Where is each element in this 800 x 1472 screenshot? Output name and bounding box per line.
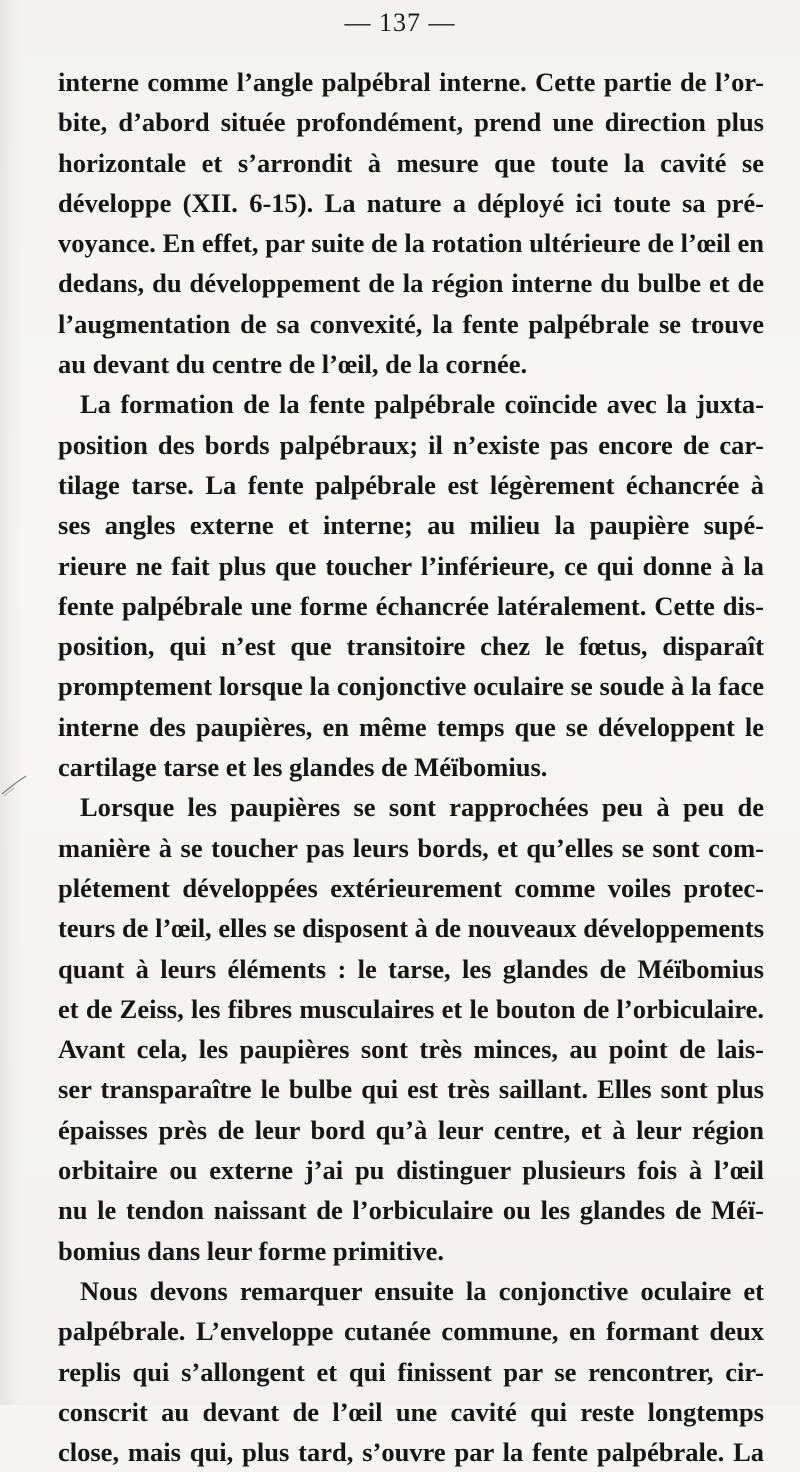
text-line: voyance. En effet, par suite de la rotation ultérieure de l’œil en [58,228,764,259]
text-line: épaisses près de leur bord qu’à leur centre, et à leur région [58,1114,764,1145]
text-line: bite, d’abord située profondément, prend une direction plus [58,107,764,138]
text-line: rieure ne fait plus que toucher l’inférieure, ce qui donne à la [58,550,764,581]
body-text [58,62,764,1472]
text-line: nu le tendon naissant de l’orbiculaire ou les glandes de Méï- [58,1195,764,1226]
text-line: Lorsque les paupières se sont rapprochées peu à peu de [80,792,764,823]
page-number: — 137 — [344,8,456,37]
text-line: manière à se toucher pas leurs bords, et qu’elles se sont com- [58,832,764,863]
text-line: position des bords palpébraux; il n’existe pas encore de car- [58,429,764,460]
text-line: Avant cela, les paupières sont très minces, au point de lais- [58,1034,764,1065]
text-line: interne des paupières, en même temps que se développent le [58,711,764,742]
text-line: développe (XII. 6-15). La nature a déployé ici toute sa pré- [58,187,764,218]
text-line: promptement lorsque la conjonctive oculaire se soude à la face [58,671,764,702]
text-line: ses angles externe et interne; au milieu la paupière supé- [58,510,764,541]
text-line: plétement développées extérieurement comme voiles protec- [58,872,764,903]
text-line: quant à leurs éléments : le tarse, les glandes de Méïbomius [58,953,764,984]
margin-ink-mark [0,770,40,800]
text-line: teurs de l’œil, elles se disposent à de nouveaux développements [58,913,764,944]
text-line: Nous devons remarquer ensuite la conjonctive oculaire et [80,1275,764,1306]
text-line: bomius dans leur forme primitive. [58,1235,444,1266]
text-line: l’augmentation de sa convexité, la fente palpébrale se trouve [58,308,764,339]
text-line: ser transparaître le bulbe qui est très saillant. Elles sont plus [58,1074,764,1105]
text-line: au devant du centre de l’œil, de la cornée. [58,349,528,380]
text-line: position, qui n’est que transitoire chez le fœtus, disparaît [58,631,764,662]
text-line: orbitaire ou externe j’ai pu distinguer plusieurs fois à l’œil [58,1155,764,1186]
text-line: tilage tarse. La fente palpébrale est légèrement échancrée à [58,469,764,500]
text-line: dedans, du développement de la région interne du bulbe et de [58,268,764,299]
text-line: conscrit au devant de l’œil une cavité qui reste longtemps [58,1396,764,1427]
text-line: interne comme l’angle palpébral interne. Cette partie de l’or- [58,67,764,97]
text-line: La formation de la fente palpébrale coïncide avec la juxta- [80,389,764,420]
text-line: palpébrale. L’enveloppe cutanée commune, en formant deux [58,1316,764,1347]
text-line: fente palpébrale une forme échancrée latéralement. Cette dis- [58,590,764,621]
text-line: et de Zeiss, les fibres musculaires et le bouton de l’orbiculaire. [58,993,764,1024]
text-line: horizontale et s’arrondit à mesure que toute la cavité se [58,147,764,178]
text-line: close, mais qui, plus tard, s’ouvre par la fente palpébrale. La [58,1437,764,1468]
text-line: cartilage tarse et les glandes de Méïbomius. [58,752,548,783]
text-line: replis qui s’allongent et qui finissent par se rencontrer, cir- [58,1356,764,1387]
